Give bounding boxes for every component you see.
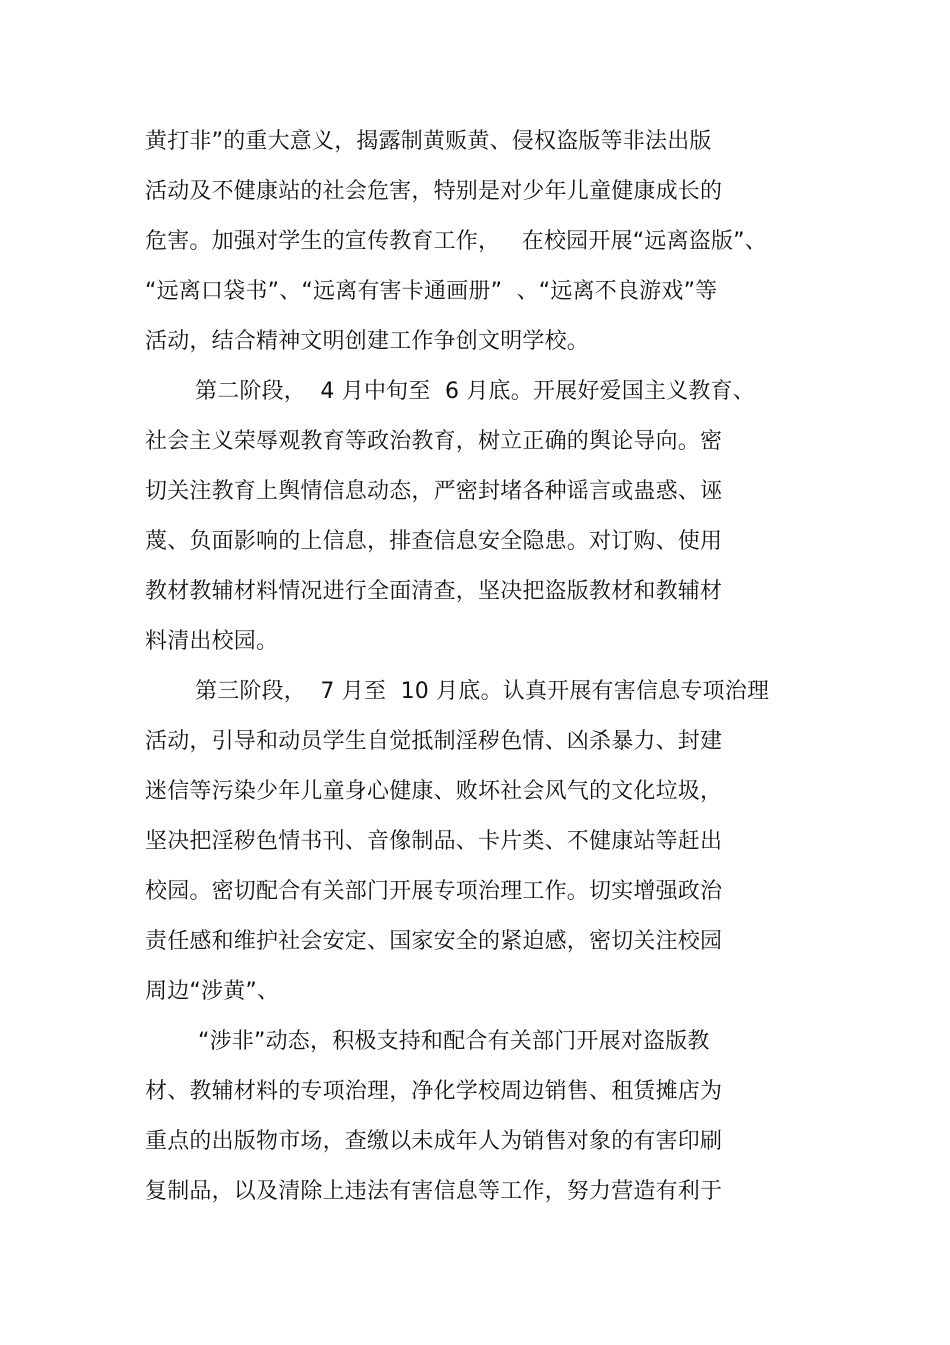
text-line-13: 活动，引导和动员学生自觉抵制淫秽色情、凶杀暴力、封建 bbox=[145, 729, 723, 754]
text-line-10: 教材教辅材料情况进行全面清查，坚决把盗版教材和教辅材 bbox=[145, 579, 723, 604]
text-line-16: 校园。密切配合有关部门开展专项治理工作。切实增强政治 bbox=[145, 879, 723, 904]
text-line-22: 复制品，以及清除上违法有害信息等工作，努力营造有利于 bbox=[145, 1179, 723, 1204]
text-line-7: 社会主义荣辱观教育等政治教育，树立正确的舆论导向。密 bbox=[145, 429, 723, 454]
text-line-11: 料清出校园。 bbox=[145, 629, 279, 654]
text-line-8: 切关注教育上舆情信息动态，严密封堵各种谣言或蛊惑、诬 bbox=[145, 479, 723, 504]
text-line-5: 活动，结合精神文明创建工作争创文明学校。 bbox=[145, 329, 590, 354]
text-line-14: 迷信等污染少年儿童身心健康、败坏社会风气的文化垃圾， bbox=[145, 779, 723, 804]
text-line-20: 材、教辅材料的专项治理，净化学校周边销售、租赁摊店为 bbox=[145, 1079, 723, 1104]
text-line-1: 黄打非”的重大意义，揭露制黄贩黄、侵权盗版等非法出版 bbox=[145, 129, 712, 154]
text-line-6: 第二阶段， 4 月中旬至 6 月底。开展好爱国主义教育、 bbox=[195, 379, 755, 404]
text-line-3: 危害。加强对学生的宣传教育工作， 在校园开展“远离盗版”、 bbox=[145, 229, 767, 254]
text-line-17: 责任感和维护社会安定、国家安全的紧迫感，密切关注校园 bbox=[145, 929, 723, 954]
text-line-9: 蔑、负面影响的上信息，排查信息安全隐患。对订购、使用 bbox=[145, 529, 723, 554]
text-line-12: 第三阶段， 7 月至 10 月底。认真开展有害信息专项治理 bbox=[195, 679, 770, 704]
text-line-2: 活动及不健康站的社会危害，特别是对少年儿童健康成长的 bbox=[145, 179, 723, 204]
text-line-18: 周边“涉黄”、 bbox=[145, 979, 280, 1004]
text-line-15: 坚决把淫秽色情书刊、音像制品、卡片类、不健康站等赶出 bbox=[145, 829, 723, 854]
text-line-19: “涉非”动态，积极支持和配合有关部门开展对盗版教 bbox=[198, 1029, 710, 1054]
text-line-21: 重点的出版物市场，查缴以未成年人为销售对象的有害印刷 bbox=[145, 1129, 723, 1154]
text-line-4: “远离口袋书”、“远离有害卡通画册” 、“远离不良游戏”等 bbox=[145, 279, 718, 304]
